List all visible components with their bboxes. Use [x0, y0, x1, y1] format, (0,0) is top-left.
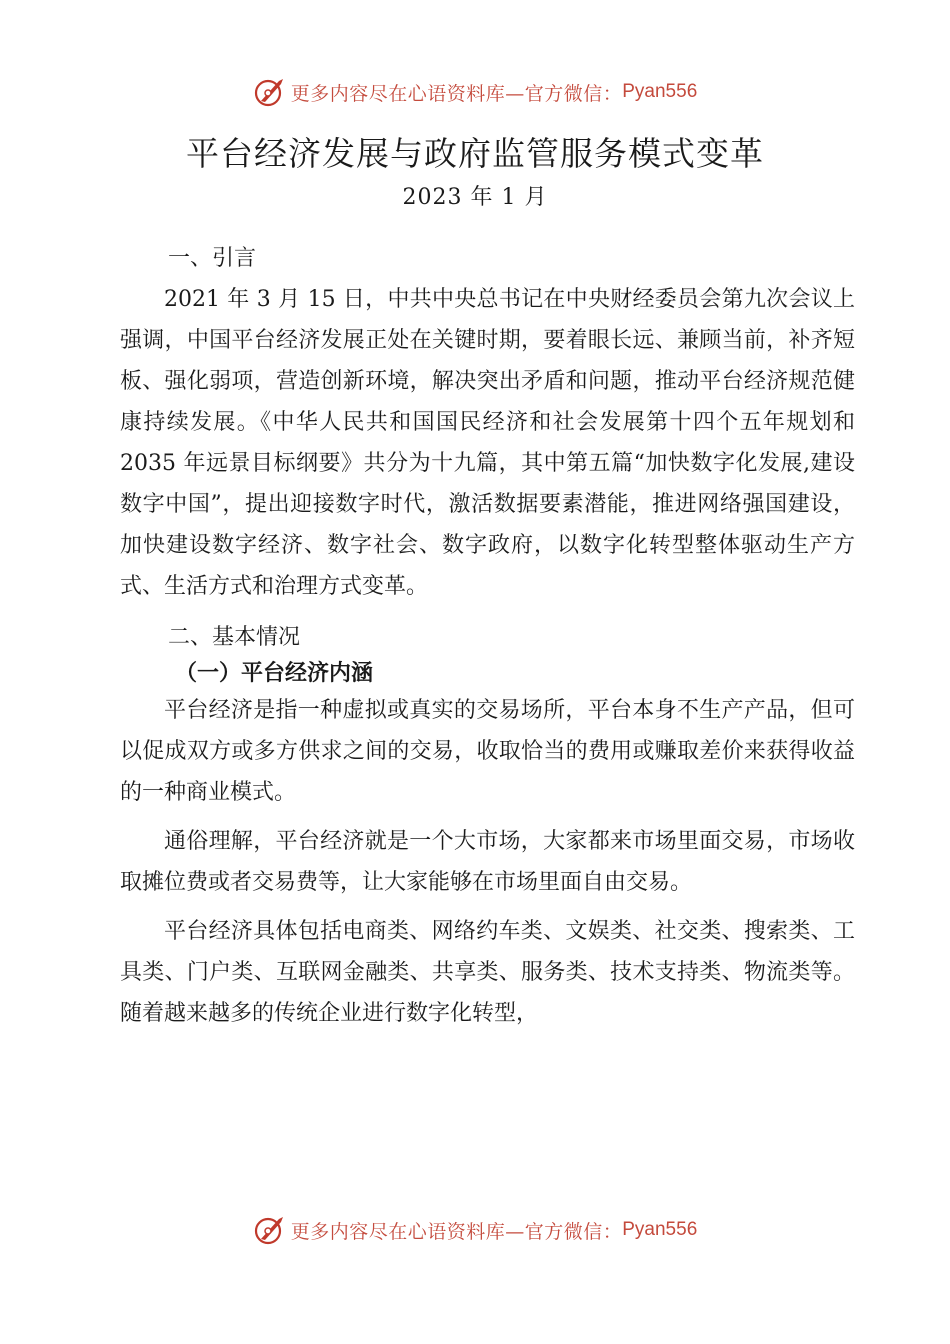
banner-wechat-id: Pyan556 — [622, 81, 698, 102]
paragraph-categories: 平台经济具体包括电商类、网络约车类、文娱类、社交类、搜索类、工具类、门户类、互联网金融类、共享类、服务类、技术支持类、物流类等。随着越来越多的传统企业进行数字化转型， — [120, 919, 855, 1026]
footer-watermark-banner — [0, 1210, 950, 1250]
header-watermark-banner — [0, 72, 950, 112]
document-title: 平台经济发展与政府监管服务模式变革 — [186, 134, 764, 173]
banner-text: 更多内容尽在心语资料库—官方微信： — [290, 82, 623, 105]
banner-wechat-id: Pyan556 — [622, 1219, 698, 1240]
document-date: 2023 年 1 月 — [402, 185, 548, 210]
quill-logo-icon — [253, 75, 287, 109]
section-heading-intro: 一、引言 — [168, 246, 257, 271]
quill-logo-icon — [253, 1213, 287, 1247]
section-heading-basic: 二、基本情况 — [168, 625, 301, 650]
paragraph-definition: 平台经济是指一种虚拟或真实的交易场所，平台本身不生产产品，但可以促成双方或多方供求之间的交易，收取恰当的费用或赚取差价来获得收益的一种商业模式。 — [120, 698, 855, 805]
intro-paragraph: 2021 年 3 月 15 日，中共中央总书记在中央财经委员会第九次会议上强调，中国平台经济发展正处在关键时期，要着眼长远、兼顾当前，补齐短板、强化弱项，营造创新环境，解决突出矛盾和问题，推动平台经济规范健康持续发展。《中华人民共和国国民经济和社会发展第十四个五年规划和 2035 年远景目标纲要》共分为十九篇，其中第五篇“加快数字化发展,建设数字中国”，提出迎接数字时代，激活数据要素潜能，推进网络强国建设，加快建设数字经济、数字社会、数字政府，以数字化转型整体驱动生产方式、生活方式和治理方式变革。 — [120, 287, 855, 599]
subsection-heading-platform-economy: （一）平台经济内涵 — [175, 661, 374, 686]
banner-text: 更多内容尽在心语资料库—官方微信： — [290, 1220, 623, 1243]
paragraph-plain-explanation: 通俗理解，平台经济就是一个大市场，大家都来市场里面交易，市场收取摊位费或者交易费等，让大家能够在市场里面自由交易。 — [120, 829, 855, 895]
document-body — [120, 238, 855, 1034]
